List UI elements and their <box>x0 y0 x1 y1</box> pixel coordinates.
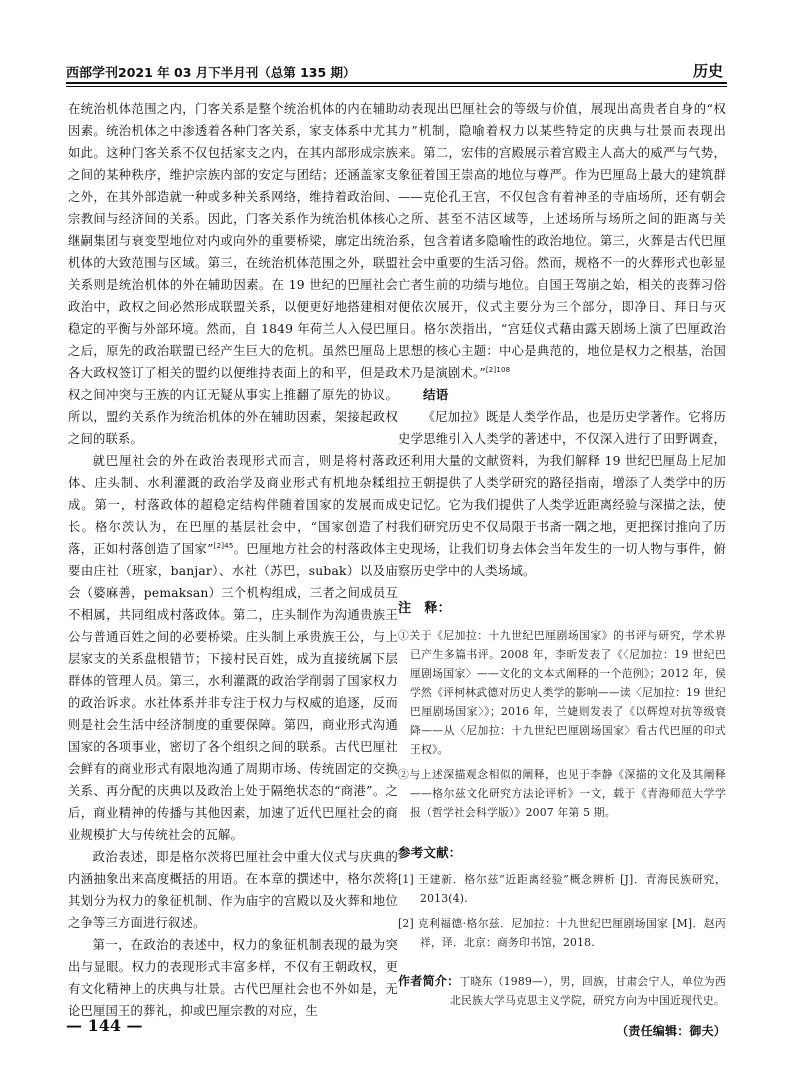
reference-item: [2] 克利福德·格尔兹．尼加拉：十九世纪巴厘剧场国家 [M]．赵丙祥，译．北京：商务印书馆，2018. <box>398 917 726 949</box>
author-info: 作者简介：丁晓东（1989—），男，回族，甘肃会宁人，单位为西北民族大学马克思主义学院，研究方向为中国近现代史。 <box>398 974 726 1007</box>
paragraph: 政治表述，即是格尔茨将巴厘社会中重大仪式与庆典的内涵抽象出来高度概括的用语。在本章的撰述中，格尔茨将其划分为权力的象征机制、作为庙宇的宫殿以及火葬和地位之争等三方面进行叙述。 <box>68 850 398 930</box>
note-item: ②与上述深描观念相似的阐释，也见于李静《深描的文化及其阐释——格尔兹文化研究方法论评析》一文，载于《青海师范大学学报（哲学社会科学版）》2007 年第 5 期。 <box>398 768 726 819</box>
paragraph: 就巴厘社会的外在政治表现形式而言，则是将村落政体、庄头制、水利灌溉的政治学及商业形式有机地杂糅组成。第一，村落政体的超稳定结构伴随着国家的发展而成长。格尔茨认为，在巴厘的基层社会中，“国家创造了村落，正如村落创造了国家”$^{[2]45}$。巴厘地方社会的村落政体主要由庄社（班家，banjar）、水社（苏巴，subak）以及庙会（婆麻善，pemaksan）三个机构组成，三者之间成员互不相属，共同组成村落政体。第二，庄头制作为沟通贵族王公与普通百姓之间的必要桥梁。庄头制上承贵族王公，与上层家支的关系盘根错节；下接村民百姓，成为直接统属下层群体的管理人员。第三，水利灌溉的政治学削弱了国家权力的政治诉求。水社体系并非专注于权力与权威的追逐，反而则是社会生活中经济制度的重要保障。第四，商业形式沟通国家的各项事业，密切了各个组织之间的联系。古代巴厘社会鲜有的商业形式有限地沟通了周期市场、传统固定的交换关系、再分配的庆典以及政治上处于隔绝状态的“商港”。之后，商业精神的传播与其他因素，加速了近代巴厘社会的商业规模扩大与传统社会的瓦解。 <box>68 454 398 842</box>
section-label: 历史 <box>692 62 723 80</box>
note-item: ①关于《尼加拉：十九世纪巴厘剧场国家》的书评与研究，学术界已产生多篇书评。2008 年，李昕发表了《〈尼加拉：19 世纪巴厘剧场国家〉——文化的文本式阐释的一个范例》；2012 年，侯学然《评柯林武德对历史人类学的影响——读〈尼加拉：19 世纪巴厘剧场国家〉》；2016 年，兰婕则发表了《以辉煌对抗等级衰降——从〈尼加拉：十九世纪巴厘剧场国家〉看古代巴厘的印式王权》。 <box>398 629 726 756</box>
citation: [2]108 <box>485 365 511 374</box>
notes-title: 注 释： <box>398 601 451 616</box>
paragraph: 在统治机体范围之内，门客关系是整个统治机体的内在辅助因素。统治机体之中渗透着各种门客关系，家支体系中尤其如此。这种门客关系不仅包括家支之内，在其内部形成宗族之间的某种秩序，维护宗族内部的安定与团结；还涵盖家支之外，在其外部造就一种或多种关系网络，维持着政治间、宗教间与经济间的关系。因此，门客关系作为统治机体核心继嗣集团与衰变型地位对内或向外的重要桥梁，廓定出统治机体的大致范围与区域。第三，在统治机体范围之外，联盟关系则是统治机体的外在辅助因素。在 19 世纪的巴厘社会政治中，政权之间必然形成联盟关系，以便更好地搭建相对稳定的平衡与外部环境。然而，自 1849 年荷兰人入侵巴厘之后，原先的政治联盟已经产生巨大的危机。虽然巴厘岛上各大政权签订了相关的盟约以便维持表面上的和平，但是政权之间冲突与王族的内讧无疑从事实上推翻了原先的协议。所以，盟约关系作为统治机体的外在辅助因素，架接起政权之间的联系。 <box>68 102 398 446</box>
page-number: — 144 — <box>66 1016 143 1035</box>
journal-info <box>66 62 356 81</box>
author-label: 作者简介： <box>398 974 460 988</box>
citation: [2]45 <box>213 541 234 550</box>
journal-name: 西部学刊 <box>66 66 119 81</box>
paragraph: 第一，在政治的表述中，权力的象征机制表现的最为突出与显眼。权力的表现形式丰富多样，不仅有王朝政权，更有文化精神上的庆典与壮景。古代巴厘社会也不外如是，无论巴厘国王的葬礼，抑或巴厘宗教的对应，生 <box>68 938 398 1018</box>
editor-credit: （责任编辑：御夫） <box>616 1024 726 1038</box>
journal-issue: 2021 年 03 月下半月刊（总第 135 期） <box>118 65 356 80</box>
paragraph: 动表现出巴厘社会的等级与价值，展现出高贵者自身的“权力”机制，隐喻着权力以某些特定的庆典与壮景而表现出来。第二，宏伟的宫殿展示着宫殿主人高大的威严与气势，象征着国王崇高的地位与尊严。作为巴厘岛上最大的建筑群——克伦孔王宫，不仅包含有着神圣的寺庙场所，还有朝会之所、甚至不洁区域等，上述场所与场所之间的距离与关系，包含着诸多隐喻性的政治地位。第三，火葬是古代巴厘社会中重要的生活习俗。然而，规格不一的火葬形式也彰显亡者生前的功绩与地位。自国王驾崩之始，相关的丧葬习俗便依次展开，仪式主要分为三个部分，即净日、拜日与灭日。格尔茨指出，“宫廷仪式藉由露天剧场上演了巴厘政治思想的核心主题：中心是典范的，地位是权力之根基，治国术乃是演剧术。”$^{[2]108}$ <box>398 102 726 380</box>
header-rule <box>66 82 727 84</box>
page-header <box>66 54 727 84</box>
reference-item: [1] 王建新．格尔兹“近距离经验”概念辨析 [J]．青海民族研究，2013(4). <box>398 873 726 905</box>
paragraph: 《尼加拉》既是人类学作品，也是历史学著作。它将历史学思维引入人类学的著述中，不仅深入进行了田野调查，还利用大量的文献资料，为我们解释 19 世纪巴厘岛上尼加拉王朝提供了人类学研究的路径指南，增添了人类学中的历史记忆。它为我们提供了人类学近距离经验与深描之法，使我们研究历史不仅局限于书斋一隅之地，更把探讨推向了历史现场，让我们切身去体会当年发生的一切人物与事件，俯察历史学中的人类场域。 <box>398 410 726 578</box>
right-column <box>398 98 726 1042</box>
header-rule-thin <box>66 86 727 87</box>
left-column <box>68 98 398 1022</box>
conclusion-heading: 结语 <box>423 387 449 402</box>
references-title: 参考文献： <box>398 845 462 860</box>
